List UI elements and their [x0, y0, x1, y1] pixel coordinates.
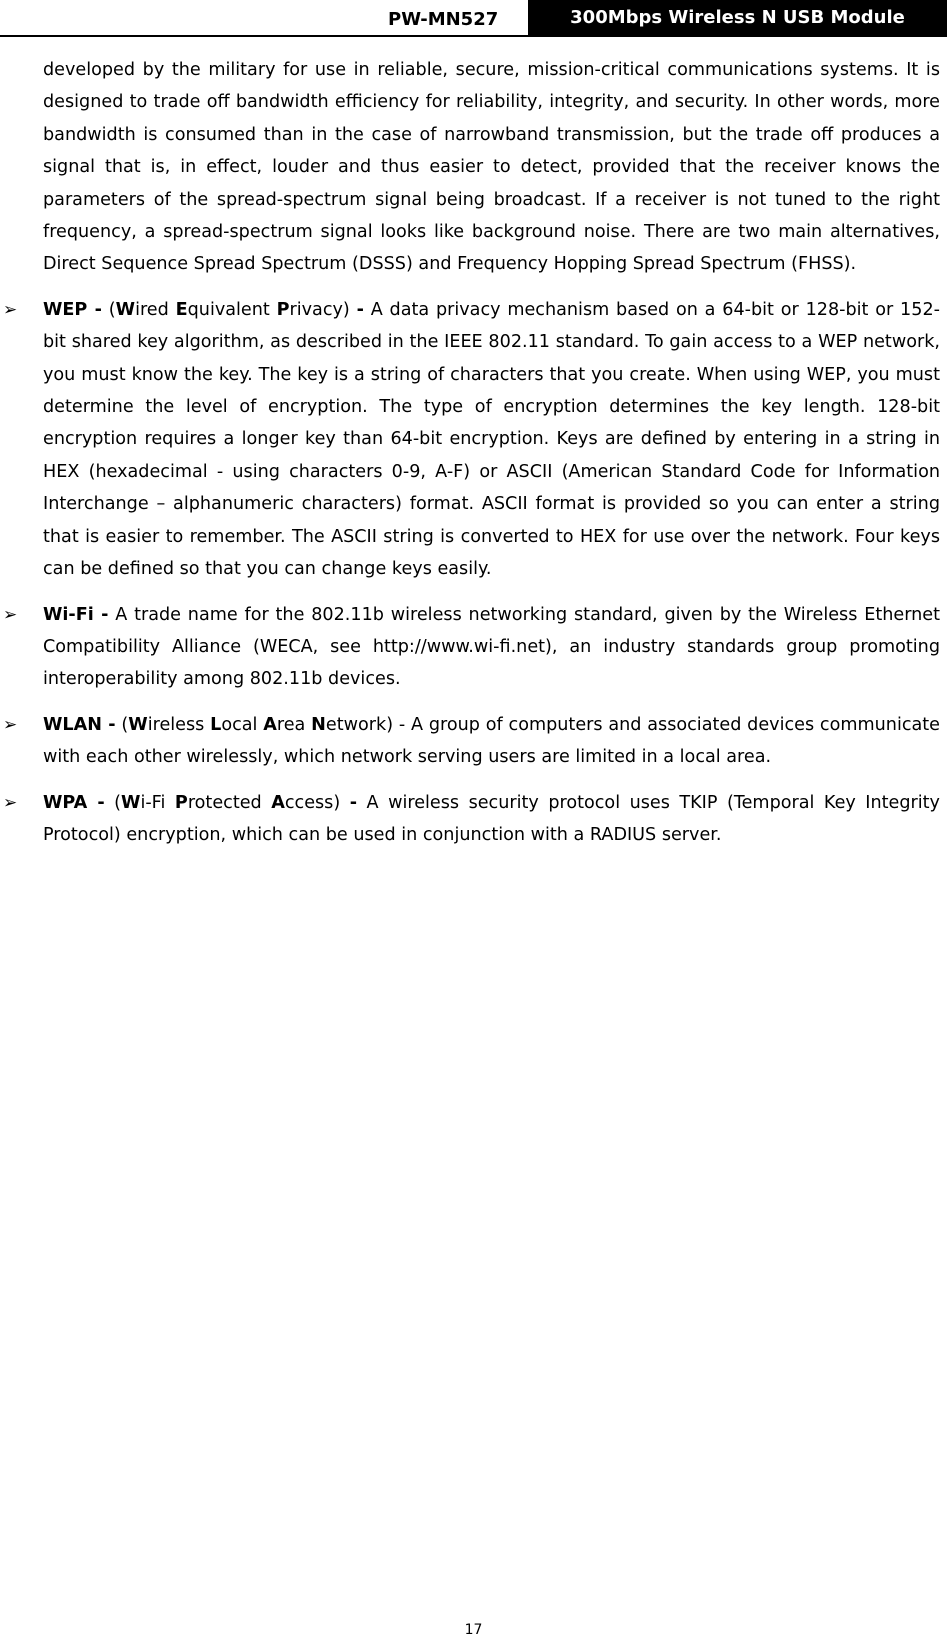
- bullet-arrow-icon: ➢: [3, 299, 18, 320]
- term-dash: -: [349, 792, 358, 813]
- initial-letter: W: [128, 714, 148, 735]
- term-wifi: Wi-Fi -: [43, 604, 109, 625]
- glossary-entry-wifi: [3, 599, 940, 696]
- definition-wpa: A wireless security protocol uses TKIP (Temporal Key Integrity Protocol) encryption, which can be used in conjunction with a RADIUS server.: [43, 792, 940, 845]
- intro-paragraph: developed by the military for use in reliable, secure, mission-critical communications systems. It is designed to trade off bandwidth efficiency for reliability, integrity, and security. In other words, more bandwidth is consumed than in the case of narrowband transmission, but the trade off produces a signal that is, in effect, louder and thus easier to detect, provided that the receiver knows the parameters of the spread-spectrum signal being broadcast. If a receiver is not tuned to the right frequency, a spread-spectrum signal looks like background noise. There are two main alternatives, Direct Sequence Spread Spectrum (DSSS) and Frequency Hopping Spread Spectrum (FHSS).: [43, 60, 940, 275]
- initial-letter: L: [210, 714, 222, 735]
- expansion-word: etwork): [325, 714, 394, 735]
- initial-letter: P: [174, 792, 188, 813]
- initial-letter: A: [271, 792, 285, 813]
- header-product-title: 300Mbps Wireless N USB Module: [528, 0, 947, 36]
- expansion-word: rivacy): [289, 299, 357, 320]
- initial-letter: P: [276, 299, 290, 320]
- term-wpa: WPA -: [43, 792, 105, 813]
- glossary-entry-wlan: [3, 709, 941, 774]
- expansion-word: rea: [276, 714, 312, 735]
- definition-wlan: - A group of computers and associated devices communicate with each other wirelessly, which network serving users are limited in a local area.: [43, 714, 941, 768]
- header-model: PW-MN527: [388, 9, 499, 30]
- bullet-arrow-icon: ➢: [3, 792, 18, 813]
- initial-letter: W: [115, 299, 136, 320]
- page-header: [0, 0, 947, 38]
- initial-letter: W: [121, 792, 141, 813]
- expansion-word: rotected: [187, 792, 272, 813]
- term-wlan: WLAN -: [43, 714, 116, 735]
- initial-letter: N: [311, 714, 326, 735]
- expansion-word: ired: [135, 299, 176, 320]
- header-rule: [0, 35, 947, 37]
- initial-letter: A: [263, 714, 277, 735]
- expansion-word: i-Fi: [140, 792, 175, 813]
- term-dash: -: [356, 299, 364, 320]
- expansion-open: (: [101, 299, 116, 320]
- expansion-word: ireless: [147, 714, 211, 735]
- expansion-word: quivalent: [187, 299, 277, 320]
- page-number: 17: [464, 1622, 483, 1638]
- expansion-word: ocal: [221, 714, 264, 735]
- expansion-open: (: [104, 792, 122, 813]
- initial-letter: E: [175, 299, 188, 320]
- term-wep: WEP -: [43, 299, 102, 320]
- glossary-entry-wep: [3, 294, 940, 586]
- expansion-word: ccess): [284, 792, 350, 813]
- glossary-entry-wpa: [3, 787, 940, 852]
- bullet-arrow-icon: ➢: [3, 604, 18, 625]
- document-body: [3, 54, 941, 851]
- expansion-open: (: [115, 714, 129, 735]
- definition-wep: A data privacy mechanism based on a 64-bit or 128-bit or 152-bit shared key algorithm, as described in the IEEE 802.11 standard. To gain access to a WEP network, you must know the key. The key is a string of characters that you create. When using WEP, you must determine the level of encryption. The type of encryption determines the key length. 128-bit encryption requires a longer key than 64-bit encryption. Keys are defined by entering in a string in HEX (hexadecimal - using characters 0-9, A-F) or ASCII (American Standard Code for Information Interchange – alphanumeric characters) format. ASCII format is provided so you can enter a string that is easier to remember. The ASCII string is converted to HEX for use over the network. Four keys can be defined so that you can change keys easily.: [43, 299, 940, 580]
- definition-wifi: A trade name for the 802.11b wireless networking standard, given by the Wireless Ethernet Compatibility Alliance (WECA, see http://www.wi-fi.net), an industry standards group promoting interoperability among 802.11b devices.: [43, 604, 940, 690]
- bullet-arrow-icon: ➢: [3, 714, 18, 735]
